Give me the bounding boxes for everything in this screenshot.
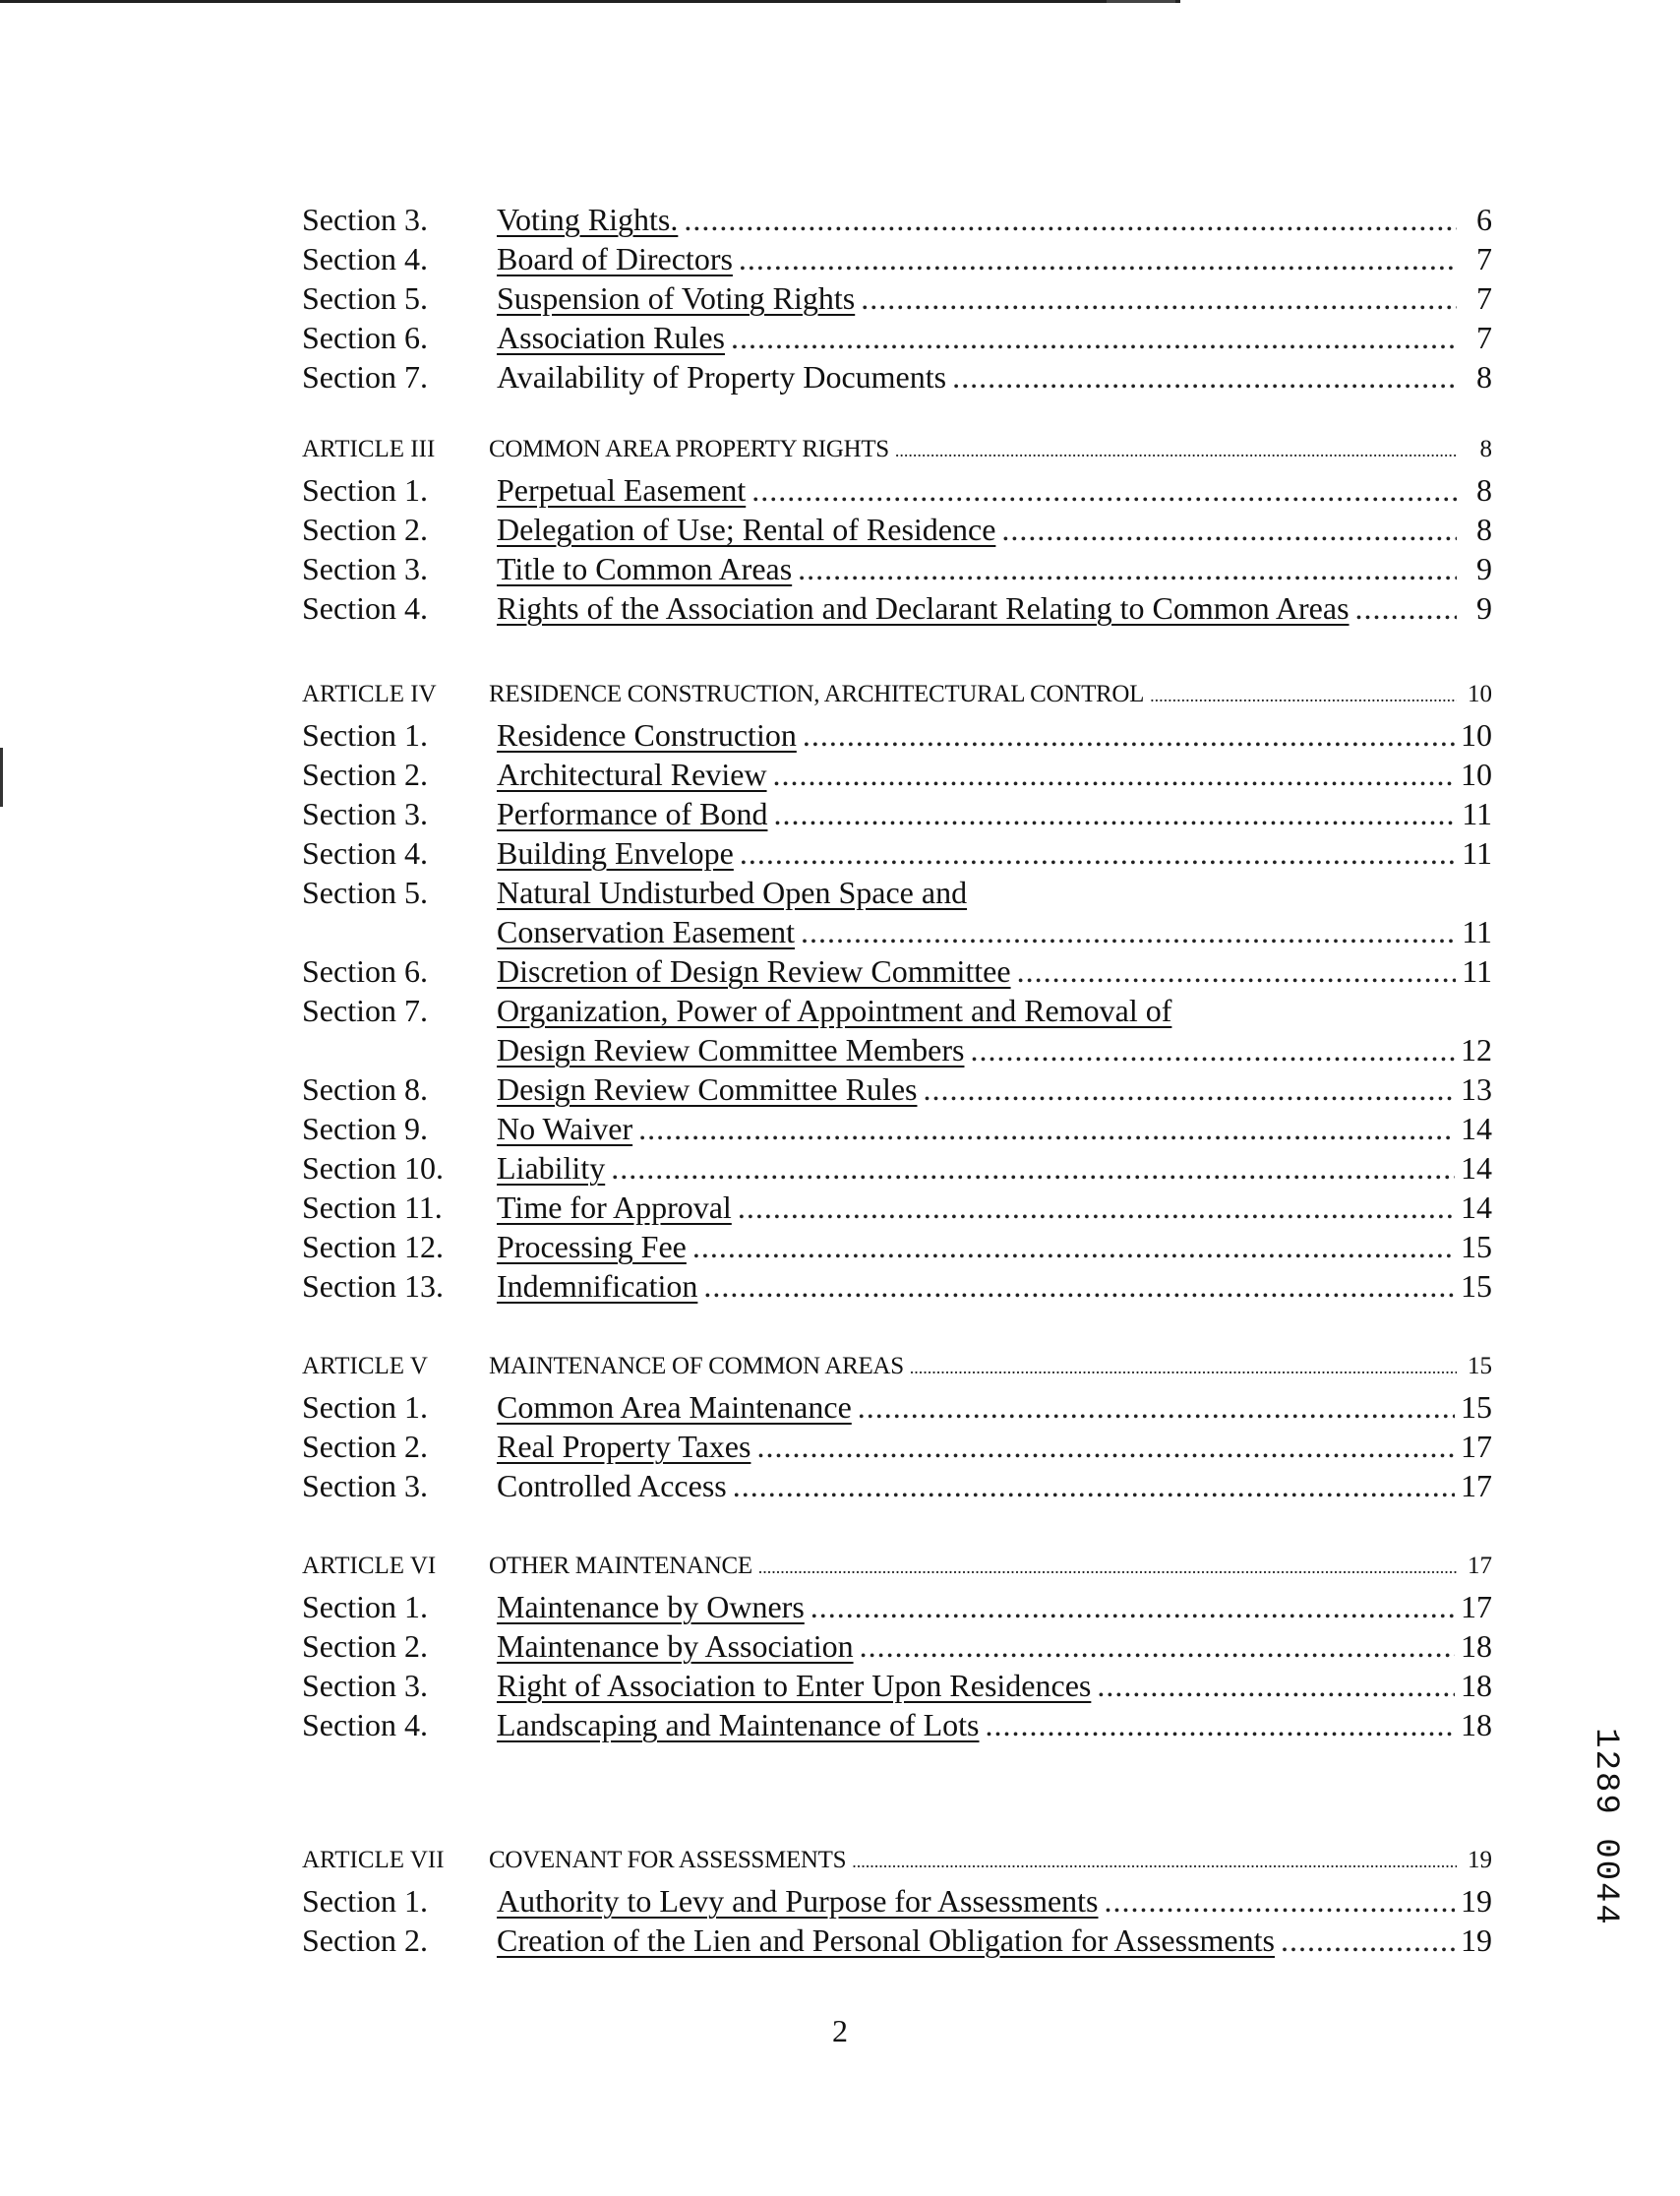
entry-title-line — [497, 912, 1462, 951]
toc-entry-row — [302, 239, 1492, 278]
section-title: Design Review Committee Members — [497, 1032, 965, 1068]
dot-leader — [852, 1841, 1457, 1881]
toc-entry-row — [302, 1266, 1492, 1306]
page-reference: 11 — [1462, 953, 1492, 989]
toc-entry-row — [302, 1427, 1492, 1466]
article-group — [302, 1547, 1492, 1744]
dot-leader — [1355, 588, 1457, 628]
entry-title-line — [497, 278, 1463, 318]
entry-title-line — [497, 991, 1463, 1030]
page-reference: 8 — [1476, 472, 1492, 508]
entry-title-line — [497, 1626, 1461, 1666]
dot-leader — [1017, 951, 1457, 991]
dot-leader — [952, 357, 1457, 396]
dot-leader — [1001, 510, 1457, 549]
page-reference: 18 — [1461, 1707, 1492, 1742]
entry-title-line — [497, 318, 1463, 357]
dot-leader — [773, 755, 1455, 794]
table-of-contents — [302, 200, 1492, 1960]
dot-leader — [803, 715, 1455, 755]
article-group — [302, 1841, 1492, 1960]
entry-title-line — [497, 1030, 1461, 1069]
entry-title-line — [497, 833, 1462, 873]
scan-left-edge-mark — [0, 748, 3, 807]
toc-entry-row — [302, 833, 1492, 873]
section-title: Delegation of Use; Rental of Residence — [497, 512, 996, 547]
page-reference: 11 — [1462, 835, 1492, 871]
toc-entry-row — [302, 1148, 1492, 1188]
toc-entry-row — [302, 715, 1492, 755]
section-title: Performance of Bond — [497, 796, 768, 831]
section-title: Right of Association to Enter Upon Residences — [497, 1668, 1092, 1703]
section-title: Title to Common Areas — [497, 551, 793, 586]
toc-entry-row — [302, 470, 1492, 510]
dot-leader — [611, 1148, 1455, 1188]
side-stamp — [1566, 1728, 1645, 1926]
entry-title-line — [497, 1921, 1461, 1960]
entry-title-line — [497, 1881, 1461, 1921]
scan-top-line — [0, 0, 1180, 3]
page-reference: 15 — [1461, 1229, 1492, 1264]
page-reference: 9 — [1476, 590, 1492, 626]
section-label: Section 3. — [302, 796, 428, 831]
article-heading-row — [302, 675, 1492, 715]
entry-title-line — [497, 1188, 1461, 1227]
toc-entry-row — [302, 318, 1492, 357]
page-reference: 14 — [1461, 1111, 1492, 1146]
page-reference: 17 — [1468, 1553, 1492, 1579]
section-label: Section 1. — [302, 1389, 428, 1425]
section-label: Section 2. — [302, 757, 428, 792]
section-label: Section 4. — [302, 835, 428, 871]
toc-entry-row — [302, 588, 1492, 628]
entry-title-line — [497, 549, 1463, 588]
page-reference: 19 — [1461, 1883, 1492, 1919]
article-title: RESIDENCE CONSTRUCTION, ARCHITECTURAL CONTROL — [489, 681, 1145, 707]
entry-title-line — [497, 1427, 1461, 1466]
article-label: ARTICLE VI — [302, 1553, 437, 1579]
entry-title-line — [497, 1705, 1461, 1744]
toc-entry-row — [302, 278, 1492, 318]
toc-entry-row — [302, 1881, 1492, 1921]
toc-entry-row — [302, 991, 1492, 1030]
scan-top-line-segment — [1107, 0, 1175, 3]
section-title: Controlled Access — [497, 1468, 727, 1503]
section-title: Landscaping and Maintenance of Lots — [497, 1707, 980, 1742]
section-label: Section 4. — [302, 590, 428, 626]
entry-title-line — [497, 873, 1463, 912]
entry-title-line — [497, 200, 1463, 239]
page-reference: 18 — [1461, 1668, 1492, 1703]
entry-title-line — [497, 794, 1462, 833]
section-title: Voting Rights. — [497, 202, 679, 237]
section-title: Rights of the Association and Declarant Relating to Common Areas — [497, 590, 1350, 626]
article-label: ARTICLE VII — [302, 1847, 445, 1873]
section-label: Section 7. — [302, 993, 428, 1028]
section-title: Perpetual Easement — [497, 472, 747, 508]
page-reference: 10 — [1461, 757, 1492, 792]
dot-leader — [860, 1626, 1455, 1666]
dot-leader — [801, 912, 1456, 951]
section-title: Creation of the Lien and Personal Obligation for Assessments — [497, 1922, 1275, 1958]
page-reference: 9 — [1476, 551, 1492, 586]
article-group — [302, 1347, 1492, 1505]
article-title: MAINTENANCE OF COMMON AREAS — [489, 1353, 904, 1379]
section-label: Section 2. — [302, 512, 428, 547]
section-title: Design Review Committee Rules — [497, 1071, 918, 1107]
article-label: ARTICLE IV — [302, 681, 437, 707]
section-label: Section 10. — [302, 1150, 444, 1186]
toc-entry-row — [302, 873, 1492, 912]
section-label: Section 2. — [302, 1922, 428, 1958]
page-reference: 15 — [1461, 1268, 1492, 1304]
dot-leader — [895, 430, 1457, 470]
entry-title-line — [497, 1069, 1461, 1109]
article-heading-row — [302, 1347, 1492, 1387]
entry-title-line — [497, 1587, 1461, 1626]
section-title: Architectural Review — [497, 757, 767, 792]
section-title: Maintenance by Owners — [497, 1589, 805, 1624]
dot-leader — [910, 1347, 1457, 1387]
page-reference: 12 — [1461, 1032, 1492, 1068]
section-title: Availability of Property Documents — [497, 359, 947, 395]
section-title: Natural Undisturbed Open Space and — [497, 875, 968, 910]
page-reference: 13 — [1461, 1071, 1492, 1107]
page-reference: 17 — [1461, 1589, 1492, 1624]
section-label: Section 6. — [302, 320, 428, 355]
entry-title-line — [497, 357, 1463, 396]
article-title: COVENANT FOR ASSESSMENTS — [489, 1847, 847, 1873]
article-heading-row — [302, 1841, 1492, 1881]
section-title: Time for Approval — [497, 1190, 732, 1225]
toc-entry-row — [302, 1921, 1492, 1960]
dot-leader — [861, 278, 1457, 318]
page-reference: 17 — [1461, 1429, 1492, 1464]
article-group — [302, 675, 1492, 1306]
toc-entry-row — [302, 1387, 1492, 1427]
section-label: Section 11. — [302, 1190, 443, 1225]
section-label: Section 13. — [302, 1268, 444, 1304]
section-label: Section 8. — [302, 1071, 428, 1107]
page-reference: 6 — [1476, 202, 1492, 237]
dot-leader — [756, 1427, 1455, 1466]
section-label: Section 5. — [302, 875, 428, 910]
dot-leader — [758, 1547, 1457, 1587]
page-reference: 11 — [1462, 914, 1492, 949]
page-reference: 14 — [1461, 1190, 1492, 1225]
section-title: Discretion of Design Review Committee — [497, 953, 1011, 989]
toc-entry-row — [302, 1188, 1492, 1227]
article-label: ARTICLE III — [302, 436, 436, 462]
toc-entry-row — [302, 755, 1492, 794]
toc-entry-row — [302, 1069, 1492, 1109]
toc-entry-row — [302, 1030, 1492, 1069]
entry-title-line — [497, 1227, 1461, 1266]
entry-title-line — [497, 1466, 1461, 1505]
entry-title-line — [489, 430, 1463, 470]
section-label: Section 2. — [302, 1628, 428, 1664]
entry-title-line — [497, 1387, 1461, 1427]
dot-leader — [638, 1109, 1455, 1148]
page-reference: 15 — [1468, 1353, 1492, 1379]
page-reference: 19 — [1461, 1922, 1492, 1958]
toc-entry-row — [302, 200, 1492, 239]
section-title: Building Envelope — [497, 835, 734, 871]
entry-title-line — [489, 1547, 1463, 1587]
section-label: Section 3. — [302, 1468, 428, 1503]
page-reference: 10 — [1461, 717, 1492, 753]
section-label: Section 9. — [302, 1111, 428, 1146]
section-label: Section 1. — [302, 472, 428, 508]
section-title: Maintenance by Association — [497, 1628, 854, 1664]
section-title: Common Area Maintenance — [497, 1389, 852, 1425]
dot-leader — [733, 1466, 1455, 1505]
toc-entry-row — [302, 549, 1492, 588]
section-title: Authority to Levy and Purpose for Assessments — [497, 1883, 1099, 1919]
side-stamp-text: 1289 0044 — [1587, 1728, 1625, 1926]
entry-title-line — [497, 951, 1462, 991]
dot-leader — [1105, 1881, 1456, 1921]
entry-title-line — [489, 1841, 1463, 1881]
article-title: OTHER MAINTENANCE — [489, 1553, 752, 1579]
toc-entry-row — [302, 951, 1492, 991]
dot-leader — [924, 1069, 1456, 1109]
entry-title-line — [497, 715, 1461, 755]
page-reference: 14 — [1461, 1150, 1492, 1186]
page-reference: 10 — [1468, 681, 1492, 707]
section-label: Section 3. — [302, 202, 428, 237]
toc-entry-row — [302, 1666, 1492, 1705]
section-label: Section 1. — [302, 717, 428, 753]
section-label: Section 6. — [302, 953, 428, 989]
section-title: No Waiver — [497, 1111, 633, 1146]
section-title: Residence Construction — [497, 717, 797, 753]
dot-leader — [740, 833, 1456, 873]
dot-leader — [1097, 1666, 1455, 1705]
dot-leader — [731, 318, 1457, 357]
dot-leader — [692, 1227, 1455, 1266]
section-label: Section 1. — [302, 1589, 428, 1624]
toc-entry-row — [302, 1109, 1492, 1148]
article-heading-row — [302, 1547, 1492, 1587]
dot-leader — [684, 200, 1457, 239]
page-reference: 18 — [1461, 1628, 1492, 1664]
section-title: Association Rules — [497, 320, 725, 355]
entry-title-line — [489, 675, 1463, 715]
dot-leader — [738, 1188, 1455, 1227]
page-reference: 19 — [1468, 1847, 1492, 1873]
dot-leader — [739, 239, 1457, 278]
article-heading-row — [302, 430, 1492, 470]
dot-leader — [751, 470, 1457, 510]
section-label: Section 4. — [302, 241, 428, 276]
section-title: Conservation Easement — [497, 914, 796, 949]
toc-entry-row — [302, 1705, 1492, 1744]
toc-entry-row — [302, 1466, 1492, 1505]
entry-title-line — [489, 1347, 1463, 1387]
article-label: ARTICLE V — [302, 1353, 428, 1379]
article-group — [302, 430, 1492, 628]
page-reference: 8 — [1479, 436, 1492, 462]
page-reference: 7 — [1476, 241, 1492, 276]
dot-leader — [810, 1587, 1455, 1626]
entry-title-line — [497, 239, 1463, 278]
toc-entry-row — [302, 1227, 1492, 1266]
section-label: Section 12. — [302, 1229, 444, 1264]
entry-title-line — [497, 755, 1461, 794]
page-reference: 15 — [1461, 1389, 1492, 1425]
toc-entry-row — [302, 510, 1492, 549]
page-number: 2 — [832, 2013, 848, 2048]
page-reference: 8 — [1476, 512, 1492, 547]
entry-title-line — [497, 1109, 1461, 1148]
section-label: Section 2. — [302, 1429, 428, 1464]
section-title: Organization, Power of Appointment and Removal of — [497, 993, 1172, 1028]
section-title: Board of Directors — [497, 241, 733, 276]
section-label: Section 4. — [302, 1707, 428, 1742]
section-label: Section 1. — [302, 1883, 428, 1919]
toc-entry-row — [302, 1587, 1492, 1626]
entry-title-line — [497, 470, 1463, 510]
toc-entry-row — [302, 1626, 1492, 1666]
section-group — [302, 200, 1492, 396]
page-reference: 11 — [1462, 796, 1492, 831]
section-label: Section 3. — [302, 1668, 428, 1703]
section-title: Indemnification — [497, 1268, 698, 1304]
toc-entry-row — [302, 794, 1492, 833]
dot-leader — [773, 794, 1456, 833]
section-label: Section 5. — [302, 280, 428, 316]
toc-entry-row — [302, 357, 1492, 396]
article-title: COMMON AREA PROPERTY RIGHTS — [489, 436, 889, 462]
entry-title-line — [497, 588, 1463, 628]
section-label: Section 7. — [302, 359, 428, 395]
page-reference: 7 — [1476, 320, 1492, 355]
section-label: Section 3. — [302, 551, 428, 586]
section-title: Liability — [497, 1150, 606, 1186]
dot-leader — [986, 1705, 1456, 1744]
dot-leader — [703, 1266, 1455, 1306]
section-title: Processing Fee — [497, 1229, 687, 1264]
entry-title-line — [497, 1266, 1461, 1306]
dot-leader — [1281, 1921, 1455, 1960]
section-title: Real Property Taxes — [497, 1429, 751, 1464]
section-title: Suspension of Voting Rights — [497, 280, 856, 316]
dot-leader — [1150, 675, 1457, 715]
page-reference: 7 — [1476, 280, 1492, 316]
dot-leader — [798, 549, 1457, 588]
entry-title-line — [497, 1666, 1461, 1705]
toc-entry-row — [302, 912, 1492, 951]
entry-title-line — [497, 510, 1463, 549]
dot-leader — [858, 1387, 1455, 1427]
page-reference: 17 — [1461, 1468, 1492, 1503]
page-reference: 8 — [1476, 359, 1492, 395]
entry-title-line — [497, 1148, 1461, 1188]
dot-leader — [970, 1030, 1455, 1069]
